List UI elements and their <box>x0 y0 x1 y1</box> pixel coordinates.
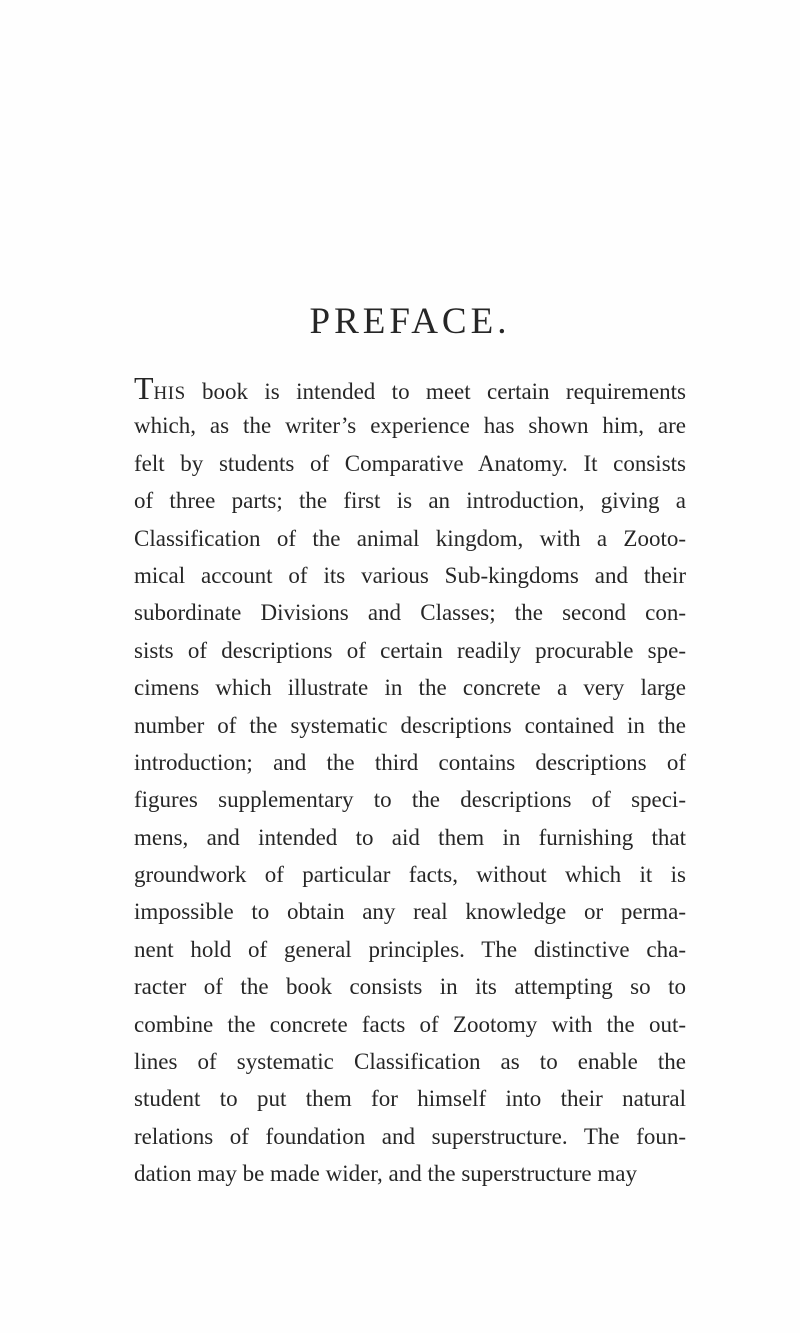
text-line: felt by students of Comparative Anatomy. It consists <box>134 450 686 476</box>
text-line: of three parts; the first is an introduction, giving a <box>134 488 686 514</box>
text-line: Classification of the animal kingdom, with a Zooto- <box>134 525 686 551</box>
text-line: racter of the book consists in its attempting so to <box>134 974 686 1000</box>
text-line: introduction; and the third contains descriptions of <box>134 749 686 775</box>
line-text: book is intended to meet certain requirements <box>185 379 686 404</box>
page-title: PREFACE. <box>309 301 511 342</box>
text-line: student to put them for himself into their natural <box>134 1086 686 1112</box>
text-line: figures supplementary to the descriptions of speci- <box>134 787 686 813</box>
preface-body <box>134 370 686 1193</box>
drop-initial: T <box>134 370 154 406</box>
text-line: relations of foundation and superstructure. The foun- <box>134 1123 686 1149</box>
text-line: lines of systematic Classification as to enable the <box>134 1049 686 1075</box>
text-line <box>134 370 686 407</box>
text-line: which, as the writer’s experience has shown him, are <box>134 413 686 439</box>
text-line: dation may be made wider, and the superstructure may <box>134 1161 637 1187</box>
text-line: nent hold of general principles. The distinctive cha- <box>134 936 686 962</box>
text-line: cimens which illustrate in the concrete a very large <box>134 675 686 701</box>
text-line: mical account of its various Sub-kingdoms and their <box>134 562 686 588</box>
text-line: subordinate Divisions and Classes; the second con- <box>134 600 686 626</box>
text-line: impossible to obtain any real knowledge or perma- <box>134 899 686 925</box>
small-caps-word: HIS <box>153 383 186 404</box>
text-line: number of the systematic descriptions contained in the <box>134 712 686 738</box>
text-line: mens, and intended to aid them in furnishing that <box>134 824 686 850</box>
text-line: sists of descriptions of certain readily procurable spe- <box>134 637 686 663</box>
text-line: combine the concrete facts of Zootomy with the out- <box>134 1011 686 1037</box>
text-line: groundwork of particular facts, without which it is <box>134 862 686 888</box>
